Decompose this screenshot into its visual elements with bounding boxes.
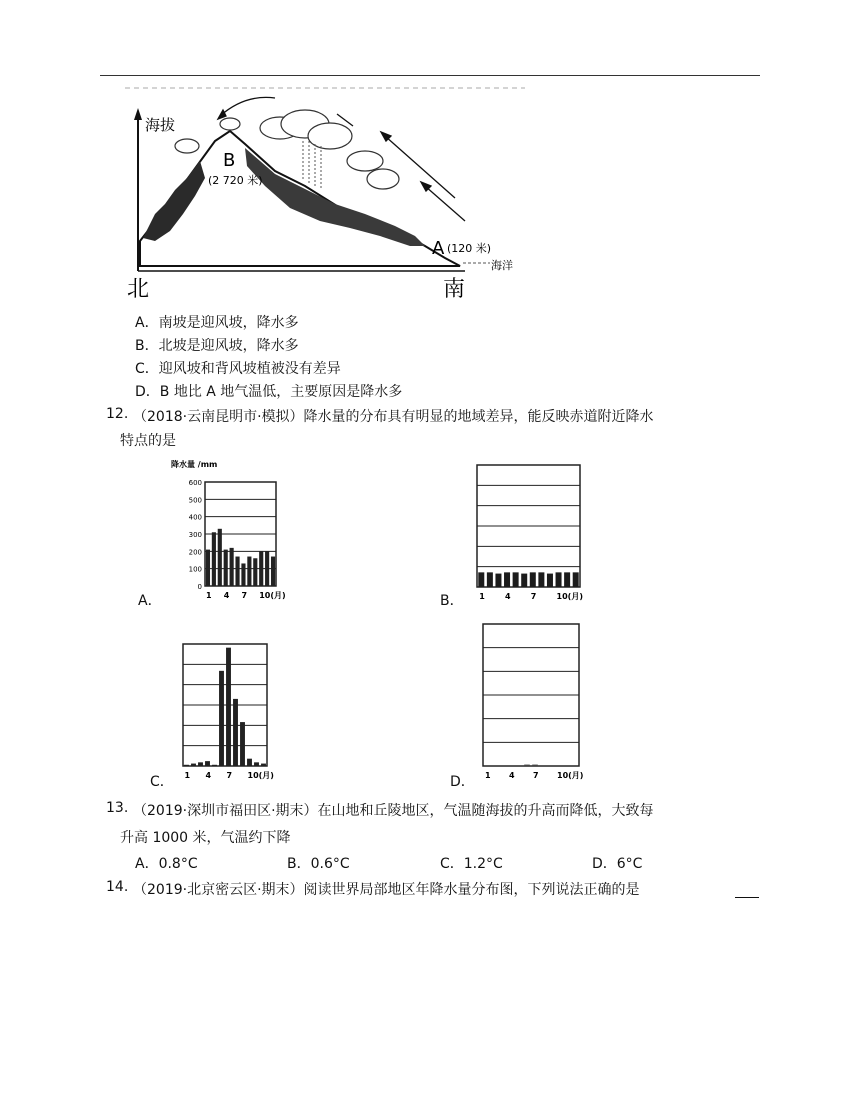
c-bar [191,764,196,766]
a-bar [247,557,251,586]
q11-option-b[interactable]: B．北坡是迎风坡，降水多 [135,338,299,354]
chart-d-grid [483,624,579,766]
b-xtick: 4 [505,592,511,601]
b-bar [478,572,484,587]
q13-number: 13. [106,800,129,816]
a-ytick: 200 [188,548,202,557]
q13-stem-line2: 升高 1000 米，气温约下降 [120,830,291,846]
q13-stem-line1: （2019·深圳市福田区·期末）在山地和丘陵地区，气温随海拔的升高而降低，大致每 [133,803,654,819]
c-xtick: 1 [184,771,191,780]
south-label: 南 [443,277,466,302]
c-bar [240,722,245,766]
chart-a-xticks [206,591,286,600]
b-bar [530,572,536,587]
chart-a [168,455,286,607]
chart-a-ylabel: 降水量 /mm [171,460,218,469]
c-xtick: 7 [226,771,233,780]
b-bar [573,572,579,587]
q14-stem-line1: （2019·北京密云区·期末）阅读世界局部地区年降水量分布图，下列说法正确的是 [133,882,640,898]
chart-d [475,620,585,782]
chart-b-grid [477,465,580,587]
b-bar [513,572,519,587]
chart-c-xticks [185,771,274,780]
q14-number: 14. [106,879,129,895]
a-ytick: 100 [188,565,202,574]
chart-c [175,640,275,782]
a-ytick: 0 [197,583,202,591]
a-xtick: 7 [241,591,248,600]
b-xtick: 10(月) [556,592,583,601]
d-xtick: 10(月) [557,771,584,780]
b-bar [564,572,570,587]
point-a-elevation: (120 米) [447,242,492,255]
b-bar [521,574,527,587]
chart-d-xticks [485,771,583,780]
chart-b [470,460,585,606]
q14-answer-blank[interactable] [735,897,759,898]
a-xtick: 4 [223,591,230,600]
c-bar [198,762,203,766]
q12-stem-line2: 特点的是 [120,433,176,449]
point-a-label: A [432,238,445,259]
c-bar [261,764,266,766]
a-bar [259,551,263,586]
chart-b-option-label[interactable]: B． [440,593,464,609]
q11-option-d[interactable]: D．B 地比 A 地气温低，主要原因是降水多 [135,384,403,400]
c-bar [205,761,210,766]
a-bar [235,557,239,586]
north-label: 北 [127,277,150,302]
c-xtick: 10(月) [247,771,274,780]
q13-option-b[interactable]: B．0.6°C [287,856,350,872]
c-bar [226,648,231,766]
mountain-diagram [125,86,525,300]
a-ytick: 300 [188,531,202,539]
d-xtick: 4 [509,771,515,780]
a-bar [265,551,269,586]
a-bar [271,557,275,586]
q12-number: 12. [106,406,129,422]
a-bar [218,529,222,586]
q11-option-a[interactable]: A．南坡是迎风坡，降水多 [135,315,299,331]
q13-option-a[interactable]: A．0.8°C [135,856,198,872]
point-b-elevation: (2 720 米) [208,174,263,187]
q11-option-c[interactable]: C．迎风坡和背风坡植被没有差异 [135,361,341,377]
a-ytick: 500 [188,496,202,505]
c-bar [247,759,252,766]
d-xtick: 1 [485,771,491,780]
b-bar [538,572,544,587]
b-bar [547,574,553,587]
a-xtick: 1 [205,591,212,600]
rain-lines [303,141,321,190]
a-bar [224,550,228,586]
sea-label: 海洋 [491,259,513,272]
a-ytick: 400 [188,513,202,522]
header-rule [100,75,760,76]
c-bar [233,699,238,766]
a-ytick: 600 [188,479,202,487]
c-xtick: 4 [205,771,212,780]
b-xtick: 7 [530,592,537,601]
chart-a-option-label[interactable]: A． [138,593,162,609]
a-bar [212,532,216,586]
c-bar [184,765,189,766]
q13-option-d[interactable]: D．6°C [592,856,643,872]
b-bar [487,572,493,587]
point-b-label: B [223,150,236,171]
b-bar [504,572,510,587]
chart-b-xticks [479,592,583,601]
altitude-label: 海拔 [145,116,176,134]
a-xtick: 10(月) [259,591,286,600]
d-xtick: 7 [533,771,539,780]
chart-c-grid [183,644,267,766]
b-bar [556,572,562,587]
c-bar [212,765,217,766]
chart-d-option-label[interactable]: D． [450,774,475,790]
b-xtick: 1 [479,592,485,601]
c-bar [254,762,259,766]
a-bar [230,548,234,586]
a-bar [253,558,257,586]
a-bar [206,550,210,586]
a-bar [241,563,245,586]
d-bar [532,765,538,766]
q12-stem-line1: （2018·云南昆明市·模拟）降水量的分布具有明显的地域差异，能反映赤道附近降水 [133,409,654,425]
q13-option-c[interactable]: C．1.2°C [440,856,503,872]
chart-c-option-label[interactable]: C． [150,774,174,790]
c-bar [219,671,224,766]
b-bar [495,574,501,587]
chart-a-yticks [189,479,202,591]
d-bar [524,765,530,766]
